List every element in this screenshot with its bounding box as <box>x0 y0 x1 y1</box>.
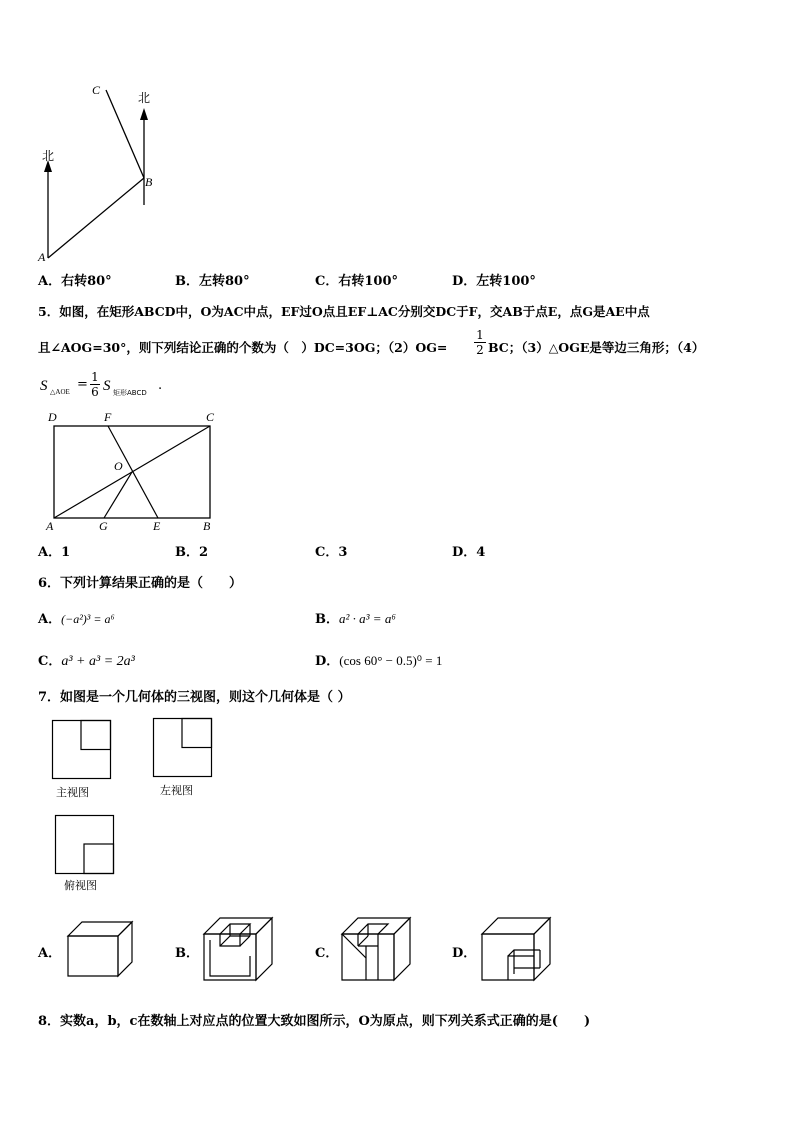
q4-option-a[interactable]: A．右转80° <box>38 274 112 289</box>
vertex-d-label: D <box>48 410 57 424</box>
q5-stem-line2b: BC；（3）△OGE是等边三角形；（4） <box>488 340 705 355</box>
q5-option-d[interactable]: D．4 <box>452 545 486 560</box>
q7-option-c[interactable]: C． <box>315 946 339 961</box>
area-subscript-rect: 矩形ABCD <box>113 389 147 397</box>
formula-period: . <box>158 378 163 393</box>
left-view-diagram <box>153 718 213 778</box>
option-expression: a³ + a³ = 2a³ <box>61 654 135 669</box>
point-b-label: B <box>145 175 153 189</box>
q5-stem-line1: 5．如图，在矩形ABCD中，O为AC中点，EF过O点且EF⊥AC分别交DC于F，交AB于点E，点G是AE中点 <box>38 304 650 319</box>
q6-option-a[interactable] <box>38 608 115 627</box>
q6-option-c[interactable] <box>38 650 135 670</box>
north-label-a: 北 <box>42 149 55 163</box>
option-label: D． <box>315 654 340 669</box>
vertex-a-label: A <box>46 519 54 533</box>
fraction-denominator: 6 <box>91 385 99 399</box>
q4-option-b[interactable]: B．左转80° <box>175 274 250 289</box>
front-view-diagram <box>52 720 112 780</box>
option-expression: a² · a³ = a⁶ <box>339 611 396 626</box>
option-label: C． <box>38 654 62 669</box>
q7-stem: 7．如图是一个几何体的三视图，则这个几何体是（ ） <box>38 690 351 705</box>
left-view-caption: 左视图 <box>160 784 193 797</box>
point-a-label: A <box>38 250 46 264</box>
option-expression: (cos 60° − 0.5)⁰ = 1 <box>339 653 443 668</box>
option-label: B． <box>315 612 339 627</box>
option-c-solid[interactable] <box>338 912 414 982</box>
q4-direction-figure <box>30 80 170 270</box>
q5-fraction-half <box>474 328 486 357</box>
q8-stem: 8．实数a，b，c在数轴上对应点的位置大致如图所示，O为原点，则下列关系式正确的是( ) <box>38 1014 591 1029</box>
area-subscript-aoe: △AOE <box>50 388 70 396</box>
q6-stem: 6．下列计算结果正确的是（ ） <box>38 576 243 591</box>
point-e-label: E <box>153 519 161 533</box>
equals-sign: = <box>77 377 88 392</box>
q6-option-b[interactable] <box>315 608 396 627</box>
vertex-c-label: C <box>206 410 215 424</box>
q7-option-b[interactable]: B． <box>175 946 199 961</box>
option-expression: (−a²)³ = a⁶ <box>61 612 115 626</box>
option-label: A． <box>38 612 62 627</box>
q5-option-a[interactable]: A．1 <box>38 545 71 560</box>
top-view-caption: 俯视图 <box>64 879 97 892</box>
q5-fraction-sixth <box>90 370 100 399</box>
q5-stem-line2a: 且∠AOG=30°，则下列结论正确的个数为（ ）DC=3OG；（2）OG= <box>38 340 448 355</box>
option-d-solid[interactable] <box>478 912 554 982</box>
north-label-b: 北 <box>138 91 151 105</box>
q6-option-d[interactable] <box>315 650 442 669</box>
fraction-numerator: 1 <box>474 328 486 343</box>
vertex-b-label: B <box>203 519 211 533</box>
q5-area-formula <box>40 370 240 404</box>
point-o-label: O <box>114 459 123 473</box>
q5-option-b[interactable]: B．2 <box>175 545 209 560</box>
q5-rectangle-figure <box>40 408 230 533</box>
option-a-solid[interactable] <box>66 920 136 980</box>
front-view-caption: 主视图 <box>56 786 89 799</box>
top-view-diagram <box>55 815 115 875</box>
q7-option-d[interactable]: D． <box>452 946 477 961</box>
fraction-numerator: 1 <box>91 370 99 384</box>
q7-option-a[interactable]: A． <box>38 946 62 961</box>
fraction-denominator: 2 <box>476 343 484 357</box>
area-symbol: S <box>40 378 48 394</box>
point-c-label: C <box>92 83 101 97</box>
area-symbol: S <box>103 378 111 394</box>
q4-option-d[interactable]: D．左转100° <box>452 274 536 289</box>
option-b-solid[interactable] <box>200 912 276 982</box>
q4-option-c[interactable]: C．右转100° <box>315 274 398 289</box>
point-g-label: G <box>99 519 108 533</box>
q5-option-c[interactable]: C．3 <box>315 545 348 560</box>
point-f-label: F <box>104 410 112 424</box>
